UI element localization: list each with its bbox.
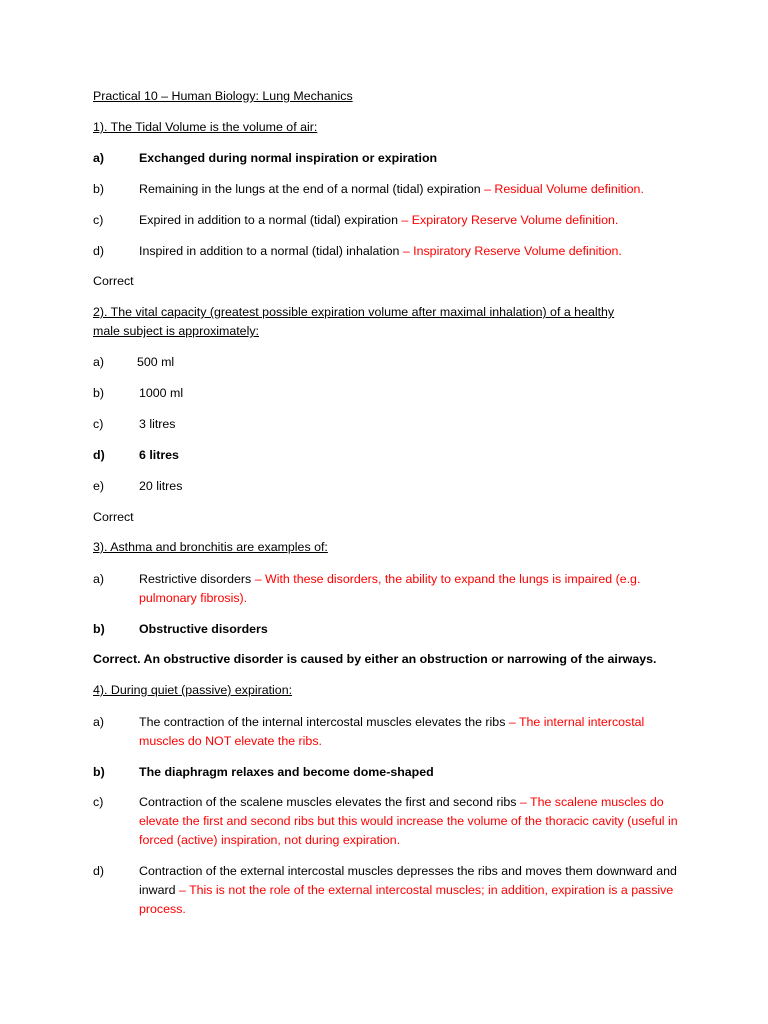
q4-option-a-label: a)	[93, 715, 105, 729]
q2-option-c-label: c)	[93, 417, 104, 431]
q2-option-a-label: a)	[93, 355, 105, 369]
q1-option-d-note: – Inspiratory Reserve Volume definition.	[402, 244, 622, 258]
q1-option-d	[93, 242, 683, 261]
q2-option-b-text: 1000 ml	[139, 386, 184, 400]
q2-option-c-text: 3 litres	[139, 417, 176, 431]
q4-option-d-label: d)	[93, 864, 105, 878]
q1-option-c-label: c)	[93, 213, 104, 227]
q2-option-e-label: e)	[93, 479, 105, 493]
q4-option-b-label: b)	[93, 765, 105, 779]
q4-option-c-note: – The scalene muscles do elevate the first and second ribs but this would increase the volume of the thoracic cavity (useful in forced (active) inspiration, not during expiration.	[139, 795, 678, 847]
q1-option-c-text: Expired in addition to a normal (tidal) expiration	[139, 213, 398, 227]
q4-option-c-text: Contraction of the scalene muscles elevates the first and second ribs	[139, 795, 517, 809]
q1-option-d-label: d)	[93, 244, 105, 258]
q1-feedback: Correct	[93, 274, 134, 288]
q1-option-b	[93, 180, 683, 199]
q2-option-e-text: 20 litres	[139, 479, 183, 493]
question-2-text-line-1: 2). The vital capacity (greatest possible expiration volume after maximal inhalation) of a healthy	[93, 305, 615, 319]
q4-option-b-text: The diaphragm relaxes and become dome-shaped	[139, 765, 434, 779]
q1-option-b-text: Remaining in the lungs at the end of a normal (tidal) expiration	[139, 182, 481, 196]
q1-option-b-note: – Residual Volume definition.	[484, 182, 644, 196]
question-1-text: 1). The Tidal Volume is the volume of air:	[93, 120, 318, 134]
q2-option-d-text: 6 litres	[139, 448, 179, 462]
q4-option-a-text: The contraction of the internal intercostal muscles elevates the ribs	[139, 715, 506, 729]
q3-option-a-note: – With these disorders, the ability to expand the lungs is impaired (e.g. pulmonary fibrosis).	[139, 572, 641, 605]
q3-feedback: Correct. An obstructive disorder is caused by either an obstruction or narrowing of the airways.	[93, 652, 657, 666]
q2-feedback: Correct	[93, 510, 134, 524]
question-3-text: 3). Asthma and bronchitis are examples of:	[93, 540, 328, 554]
q2-option-e	[93, 477, 683, 496]
q3-option-a-label: a)	[93, 572, 105, 586]
q1-option-a-label: a)	[93, 151, 105, 165]
q1-option-b-label: b)	[93, 182, 105, 196]
q2-option-a-text: 500 ml	[137, 355, 175, 369]
q4-option-d	[93, 862, 683, 919]
q4-option-a-note: – The internal intercostal muscles do NOT elevate the ribs.	[139, 715, 645, 748]
q2-option-c	[93, 415, 683, 434]
q4-option-c	[93, 793, 683, 850]
q4-option-d-text: Contraction of the external intercostal muscles depresses the ribs and moves them downward and inward	[139, 864, 677, 897]
q1-option-d-text: Inspired in addition to a normal (tidal) inhalation	[139, 244, 400, 258]
q4-option-b	[93, 763, 683, 782]
q4-option-a	[93, 713, 683, 751]
q3-option-b-text: Obstructive disorders	[139, 622, 268, 636]
q3-option-b-label: b)	[93, 622, 105, 636]
q2-option-a	[93, 353, 683, 372]
q1-option-c	[93, 211, 683, 230]
q4-option-c-label: c)	[93, 795, 104, 809]
q1-option-a-text: Exchanged during normal inspiration or expiration	[139, 151, 438, 165]
q2-option-b	[93, 384, 683, 403]
document-title: Practical 10 – Human Biology: Lung Mechanics	[93, 89, 353, 103]
q2-option-d	[93, 446, 683, 465]
q1-option-c-note: – Expiratory Reserve Volume definition.	[401, 213, 619, 227]
q1-option-a	[93, 149, 683, 168]
question-4-text: 4). During quiet (passive) expiration:	[93, 683, 293, 697]
q2-option-d-label: d)	[93, 448, 105, 462]
q3-option-a-text: Restrictive disorders	[139, 572, 252, 586]
q3-option-b	[93, 620, 683, 639]
q4-option-d-note: – This is not the role of the external intercostal muscles; in addition, expiration is a passive process.	[139, 883, 674, 916]
q3-option-a	[93, 570, 683, 608]
q2-option-b-label: b)	[93, 386, 105, 400]
question-2-text-line-2: male subject is approximately:	[93, 324, 259, 338]
